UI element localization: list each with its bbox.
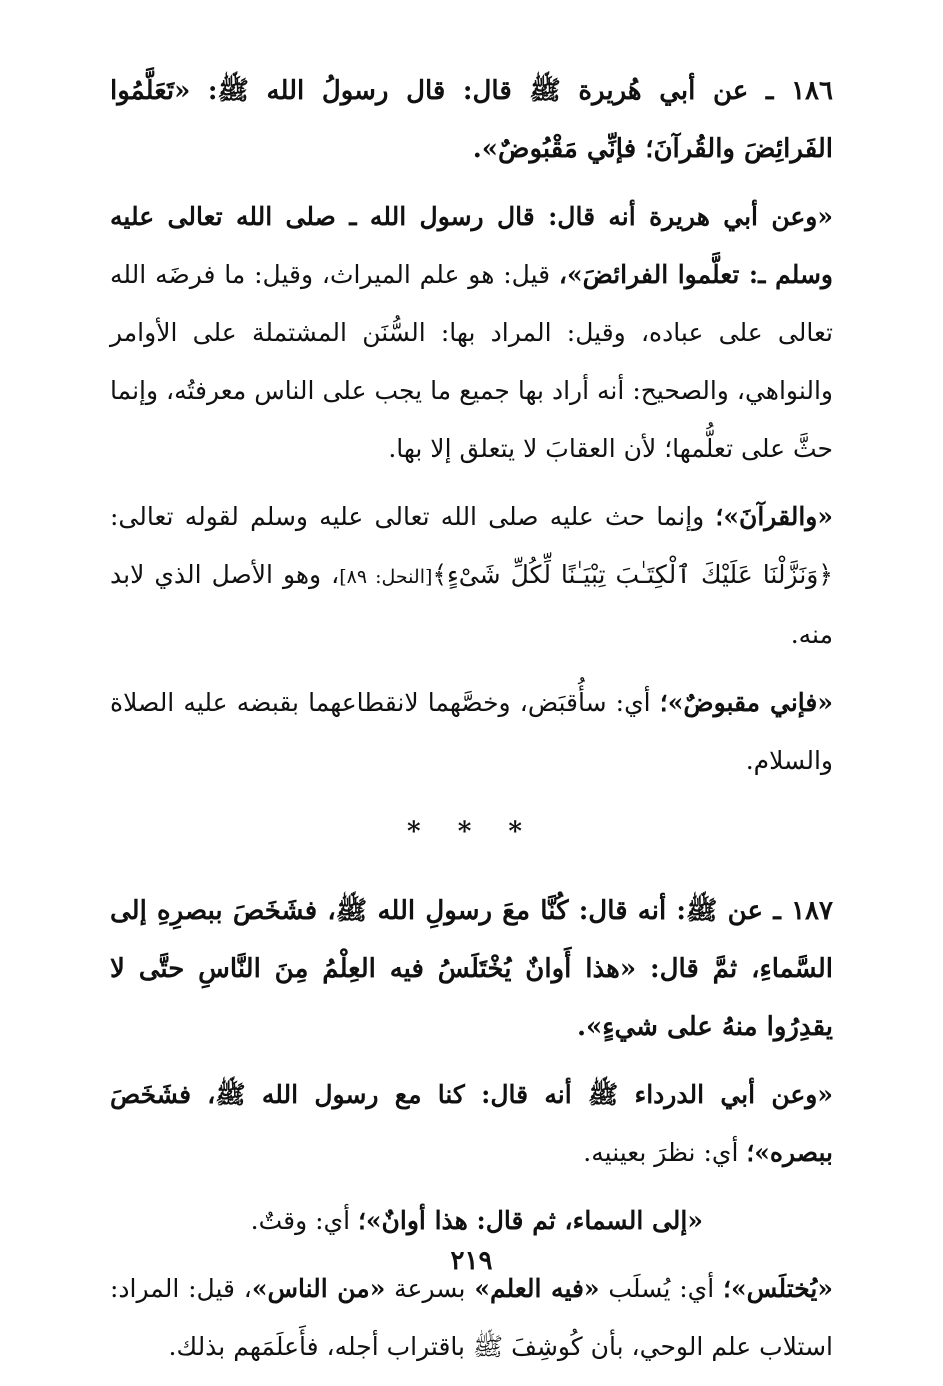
commentary-186-p3-rest: أي: سأُقبَض، وخصَّهما لانقطاعهما بقبضه عليه الصلاة والسلام.: [110, 688, 833, 775]
hadith-187: ١٨٧ ـ عن ﷺ: أنه قال: كُنَّا معَ رسولِ الله ﷺ، فشَخَصَ ببصرِهِ إلى السَّماءِ، ثمَّ قال: «هذا أَوانٌ يُخْتَلَسُ فيه العِلْمُ مِنَ النَّاسِ حتَّى لا يقدِرُوا منهُ على شيءٍ».: [110, 896, 833, 1042]
commentary-187-p2: [110, 1192, 833, 1250]
commentary-187-p3-rest2: بسرعة: [385, 1274, 475, 1303]
commentary-186-p2-tail: ، وهو الأصل الذي لابد منه.: [110, 560, 833, 649]
commentary-186-p1-rest: قيل: هو علم الميراث، وقيل: ما فرضَه الله تعالى على عباده، وقيل: المراد بها: السُّنَن المشتملة على الأوامر والنواهي، والصحيح: أنه أراد بها جميع ما يجب على الناس معرفتُه، وإنما حثَّ على تعلُّمها؛ لأن العقابَ لا يتعلق إلا بها.: [110, 260, 833, 463]
commentary-187-p2-lead: «إلى السماء، ثم قال: هذا أوانٌ»؛: [357, 1206, 703, 1235]
commentary-186-p2-lead: «والقرآنَ»؛: [715, 502, 833, 531]
commentary-186-p2-rest: وإنما حث عليه صلى الله تعالى عليه وسلم لقوله تعالى: ﴿وَنَزَّلْنَا عَلَيْكَ ٱلْكِتَـٰبَ تِبْيَـٰنًا لِّكُلِّ شَىْءٍ﴾: [110, 502, 833, 589]
commentary-187-p1-rest: أي: نظرَ بعينيه.: [583, 1138, 747, 1167]
hadith-186: ١٨٦ ـ عن أبي هُريرة ﷺ قال: قال رسولُ الله ﷺ: «تَعَلَّمُوا الفَرائِضَ والقُرآنَ؛ فإنِّي مَقْبُوضٌ».: [110, 76, 833, 164]
commentary-187-p3-lead: «يُختلَس»؛: [723, 1274, 833, 1303]
commentary-187-p1-lead: «وعن أبي الدرداء ﷺ أنه قال: كنا مع رسول الله ﷺ، فشَخَصَ ببصره»؛: [110, 1080, 833, 1167]
commentary-187-p3: [110, 1260, 833, 1376]
section-separator: * * *: [407, 817, 536, 847]
commentary-186-p1: [110, 188, 833, 478]
commentary-186-p3: [110, 674, 833, 790]
commentary-187-p3-rest1: أي: يُسلَب: [599, 1274, 723, 1303]
commentary-186-p2-ref: [النحل: ٨٩]: [339, 566, 433, 588]
page-number: ٢١٩: [450, 1246, 493, 1276]
commentary-186-p2: [110, 488, 833, 664]
commentary-186-p1-lead: «وعن أبي هريرة أنه قال: قال رسول الله ـ صلى الله تعالى عليه وسلم ـ: تعلَّموا الفرائضَ»،: [110, 202, 834, 289]
commentary-186-p3-lead: «فإني مقبوضٌ»؛: [659, 688, 833, 717]
commentary-187-p2-rest: أي: وقتٌ.: [250, 1206, 358, 1235]
commentary-187-p1: [110, 1066, 833, 1182]
commentary-187-p3-rest3: ، قيل: المراد: استلاب علم الوحي، بأن كُوشِفَ ﷺ باقتراب أجله، فأَعلَمَهم بذلك.: [110, 1274, 833, 1361]
commentary-187-p3-bold2: «فيه العلم»: [474, 1274, 600, 1303]
page-body: [110, 62, 833, 1386]
commentary-187-p3-bold3: «من الناس»: [251, 1274, 386, 1303]
